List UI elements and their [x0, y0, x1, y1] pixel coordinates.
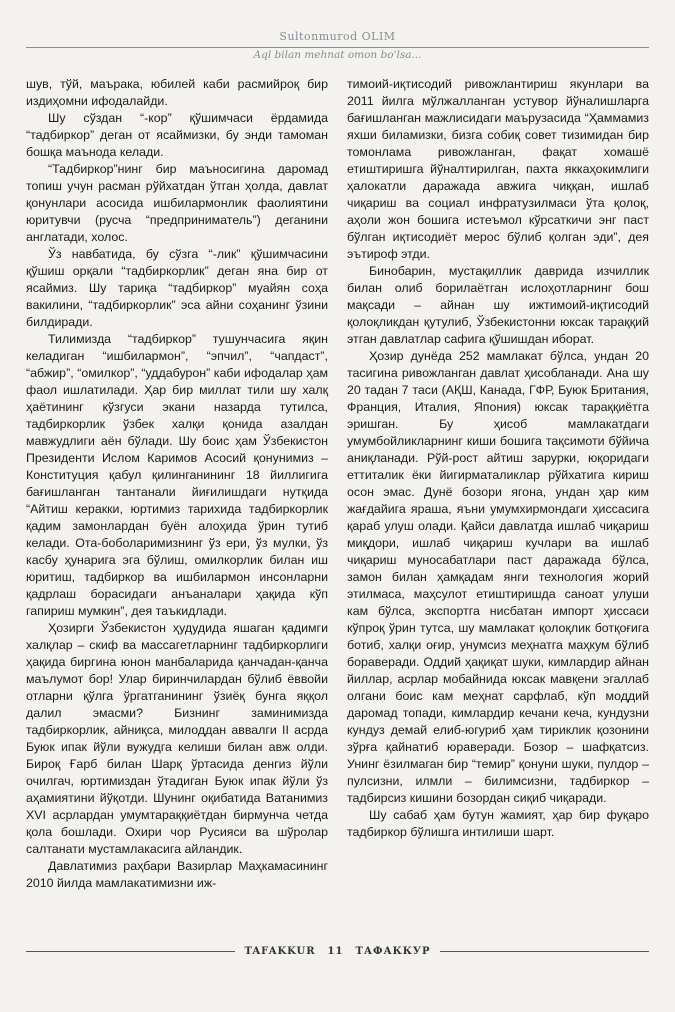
- paragraph: Шу сабаб ҳам бутун жамият, ҳар бир фуқаро тадбиркор бўлишга интилиши шарт.: [347, 808, 649, 839]
- paragraph: Бинобарин, мустақиллик даврида изчиллик билан олиб борилаётган ислоҳотларнинг бош мақсади – айнан шу ижтимоий-иқтисодий қолоқликдан қутулиб, Ўзбекистонни юксак тараққий этган давлатлар сафига қўшишдан иборат.: [347, 264, 649, 346]
- paragraph: Ҳозирги Ўзбекистон ҳудудида яшаган қадимги халқлар – скиф ва массагетларнинг тадбиркорлиги ҳақида биргина юнон манбаларида қанчадан-қанча маълумот бор! Улар биринчилардан бўлиб ёввойи отларни қўлга ўргатганининг ўзиёқ бунга яққол далил эмасми? Бизнинг заминимизда тадбиркорлик, айниқса, милоддан аввалги II асрда Буюк ипак йўли вужудга келиши билан авж олди. Бироқ Ғарб билан Шарқ ўртасида денгиз йўли очилгач, юртимиздан ўтадиган Буюк ипак йўли ўз аҳамиятини йўқотди. Шунинг оқибатида Ватанимиз XVI асрлардан умумтараққиётдан бирмунча четда қола бошлади. Охири чор Русияси ва шўролар салтанати мустамлакасига айландик.: [26, 621, 328, 856]
- paragraph: “Тадбиркор”нинг бир маъносигина даромад топиш учун расман рўйхатдан ўтган ҳолда, давлат қонунлари асосида ишбилармонлик фаолиятини юритувчи (русча “предприниматель”) деганини англатади, холос.: [26, 162, 328, 244]
- paragraph: шув, тўй, маъракa, юбилей каби расмийроқ бир издиҳомни ифодалайди.: [26, 77, 328, 108]
- header-author: Sultonmurod OLIM: [279, 30, 396, 43]
- left-column: [26, 76, 328, 934]
- paragraph: тимоий-иқтисодий ривожлантириш якунлари ва 2011 йилга мўлжалланган устувор йўналишларга бағишланган мажлисидаги маърузасида “Ҳаммамиз яхши биламизки, бизга собиқ совет тизимидан бир томонлама ривожланган, фақат хомашё етиштиришга йўналтирилган, пахта яккаҳокимлиги ҳалокатли даражада авжига чиққан, ишлаб чиқариш ва социал инфратузилмаси ўта қолоқ, аҳоли жон бошига истеъмол кўрсаткичи энг паст бўлган иқтисодиёт мерос бўлиб қолган эди”, дея эътироф этди.: [347, 77, 649, 261]
- article-body: [26, 76, 649, 934]
- running-header: [0, 30, 675, 62]
- footer-journal-latin: TAFAKKUR: [244, 946, 316, 957]
- header-subtitle: Aql bilan mehnat omon bo'lsa...: [253, 49, 422, 61]
- paragraph: Шу сўздан “-кор” қўшимчаси ёрдамида “тадбиркор” деган от ясаймизки, бу энди тамоман бошқа маънода келади.: [26, 111, 328, 159]
- paragraph: Ўз навбатида, бу сўзга “-лик” қўшимчасини қўшиш орқали “тадбиркорлик” деган яна бир от ясаймиз. Шу тариқа “тадбиркор” муайян соҳа вакилини, “тадбиркорлик” эса айни соҳанинг ўзини билдиради.: [26, 247, 328, 329]
- paragraph: Давлатимиз раҳбари Вазирлар Маҳкамасининг 2010 йилда мамлакатимизни иж-: [26, 859, 328, 890]
- paragraph: Тилимизда “тадбиркор” тушунчасига яқин келадиган “ишбилармон”, “эпчил”, “чапдаст”, “абжир”, “омилкор”, “уддабурон” каби ифодалар ҳам фаол ишлатилади. Ҳар бир миллат тили шу халқ ҳаётининг кўзгуси экани назарда тутилса, тадбиркорлик ўзбек халқи қонида азалдан мавжудлиги аён бўлади. Шу боис ҳам Ўзбекистон Президенти Ислом Каримов Асосий қонунимиз – Конституция қабул қилинганининг 18 йиллигига бағишланган тантанали йиғилишдаги нутқида “Айтиш керакки, юртимиз тарихида тадбиркорлик қадим замонлардан буён алоҳида ўрин тутиб келади. Ота-боболаримизнинг ўз ери, ўз мулки, ўз касбу ҳунарига эга бўлиш, омилкорлик билан иш юритиш, тадбиркор ва ишбилармон инсонларни қадрлаш борасидаги анъаналари ҳақида кўп гапириш мумкин”, дея таъкидлади.: [26, 332, 328, 618]
- header-divider: [26, 47, 649, 48]
- footer-rule-left: [26, 951, 235, 952]
- page-number: 11: [327, 946, 344, 957]
- running-footer: [26, 946, 649, 957]
- footer-journal-cyrillic: ТАФАККУР: [355, 946, 431, 957]
- footer-text: [245, 946, 431, 957]
- right-column: [347, 76, 649, 934]
- footer-rule-right: [440, 951, 649, 952]
- paragraph: Ҳозир дунёда 252 мамлакат бўлса, ундан 20 тасигина ривожланган давлат ҳисобланади. Ана шу 20 тадан 7 таси (АҚШ, Канада, ГФР, Буюк Британия, Франция, Италия, Япония) юксак тараққиётга эришган. Бу ҳисоб мамлакатдаги умумбойликларнинг киши бошига тақсимоти бўйича аниқланади. Рўй-рост айтиш зарурки, юқоридаги еттиталик ёки йигирматаликлар рўйхатига кириш осон эмас. Дунё бозори ягона, ундан ҳар ким жағдайига яраша, яъни умумхирмондаги ҳиссасига қараб улуш олади. Қайси давлатда ишлаб чиқариш миқдори, ишлаб чиқариш кучлари ва ишлаб чиқариш муносабатлари паст даражада бўлса, замон билан ҳамқадам янги технология жорий этилмаса, маҳсулот етиштиришда саноат улуши кам бўлса, экспортга нисбатан импорт ҳиссаси кўпроқ ўрин тутса, шу мамлакат қолоқлик ботқоғига ботиб, халқи оғир, унумсиз меҳнатга маҳкум бўлиб бораверади. Оддий ҳақиқат шуки, кимлардир айнан йиллар, асрлар мобайнида юксак мавқени эгаллаб олгани боис кам меҳнат сарфлаб, кўп моддий даромад топади, кимлардир кечани кеча, кундузни кундуз демай елиб-югуриб ҳам тириклик қозонини зўрға қайнатиб юраверади. Бозор – шафқатсиз. Унинг ёзилмаган бир “темир” қонуни шуки, пулдор – пулсизни, илмли – билимсизни, тадбиркор – тадбирсиз кишини бозордан сиқиб чиқаради.: [347, 349, 649, 805]
